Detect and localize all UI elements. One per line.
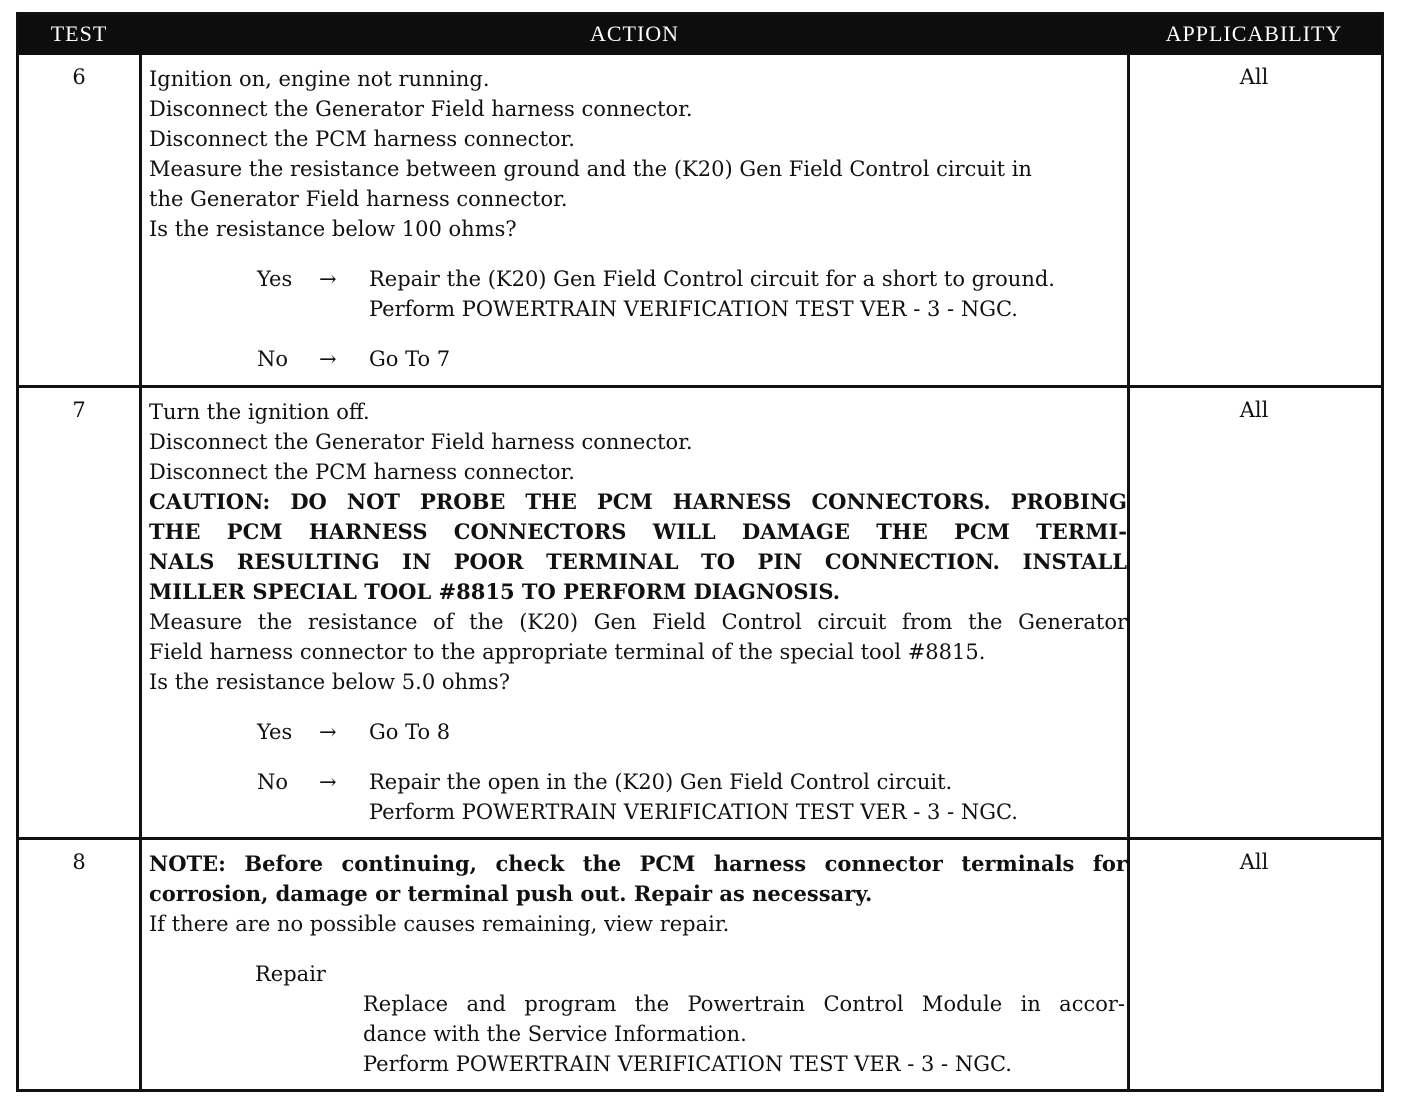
no-text: Repair the open in the (K20) Gen Field Control circuit. <box>369 770 953 794</box>
yes-text: Go To 8 <box>369 720 451 744</box>
note-line: NOTE: Before continuing, check the PCM harness connector terminals for <box>149 851 1127 876</box>
repair-line: dance with the Service Information. <box>363 1022 747 1046</box>
test-number: 6 <box>72 65 86 89</box>
action-line: Measure the resistance of the (K20) Gen Field Control circuit from the Generator <box>149 610 1127 634</box>
action-line: Disconnect the Generator Field harness connector. <box>149 430 693 454</box>
action-cell <box>149 397 1127 827</box>
header-action: ACTION <box>589 21 680 46</box>
no-response <box>149 344 1127 374</box>
yes-text: Repair the (K20) Gen Field Control circuit for a short to ground. <box>369 267 1055 291</box>
repair-line: Replace and program the Powertrain Control Module in accor- <box>363 992 1125 1016</box>
repair-line: Perform POWERTRAIN VERIFICATION TEST VER - 3 - NGC. <box>363 1052 1012 1076</box>
action-line: Is the resistance below 5.0 ohms? <box>149 670 510 694</box>
action-cell <box>149 849 1127 1079</box>
table-header <box>19 15 1381 55</box>
action-line: the Generator Field harness connector. <box>149 187 568 211</box>
applicability-value: All <box>1239 65 1269 89</box>
repair-text <box>363 989 1125 1079</box>
yes-label: Yes <box>257 267 293 291</box>
action-line: Turn the ignition off. <box>149 400 370 424</box>
arrow-icon: → <box>319 720 337 744</box>
no-response <box>149 767 1127 797</box>
action-line: Field harness connector to the appropriate terminal of the special tool #8815. <box>149 640 986 664</box>
action-line: Measure the resistance between ground and the (K20) Gen Field Control circuit in <box>149 157 1032 181</box>
header-test: TEST <box>50 21 108 46</box>
action-line: Ignition on, engine not running. <box>149 67 490 91</box>
yes-text-continued: Perform POWERTRAIN VERIFICATION TEST VER - 3 - NGC. <box>369 297 1018 321</box>
action-line: Disconnect the PCM harness connector. <box>149 460 575 484</box>
caution-line: MILLER SPECIAL TOOL #8815 TO PERFORM DIAGNOSIS. <box>149 579 841 604</box>
arrow-icon: → <box>319 347 337 371</box>
table-row <box>19 837 1381 1089</box>
caution-line: NALS RESULTING IN POOR TERMINAL TO PIN CONNECTION. INSTALL <box>149 549 1127 574</box>
test-number: 7 <box>72 398 86 422</box>
action-cell <box>149 64 1127 374</box>
action-line: If there are no possible causes remaining, view repair. <box>149 912 730 936</box>
yes-label: Yes <box>257 720 293 744</box>
action-line: Is the resistance below 100 ohms? <box>149 217 517 241</box>
diagnostic-table <box>16 12 1384 1092</box>
test-number: 8 <box>72 850 86 874</box>
action-line: Disconnect the PCM harness connector. <box>149 127 575 151</box>
table-row <box>19 55 1381 385</box>
no-label: No <box>257 770 289 794</box>
no-text: Go To 7 <box>369 347 451 371</box>
arrow-icon: → <box>319 770 337 794</box>
action-line: Disconnect the Generator Field harness connector. <box>149 97 693 121</box>
applicability-value: All <box>1239 850 1269 874</box>
arrow-icon: → <box>319 267 337 291</box>
yes-response <box>149 264 1127 294</box>
table-row <box>19 385 1381 837</box>
caution-line: THE PCM HARNESS CONNECTORS WILL DAMAGE THE PCM TERMI- <box>149 519 1127 544</box>
no-label: No <box>257 347 289 371</box>
yes-response <box>149 717 1127 747</box>
caution-line: CAUTION: DO NOT PROBE THE PCM HARNESS CONNECTORS. PROBING <box>149 489 1127 514</box>
note-line: corrosion, damage or terminal push out. Repair as necessary. <box>149 881 873 906</box>
repair-label: Repair <box>255 962 326 986</box>
header-applicability: APPLICABILITY <box>1165 21 1343 46</box>
applicability-value: All <box>1239 398 1269 422</box>
no-text-continued: Perform POWERTRAIN VERIFICATION TEST VER - 3 - NGC. <box>369 800 1018 824</box>
